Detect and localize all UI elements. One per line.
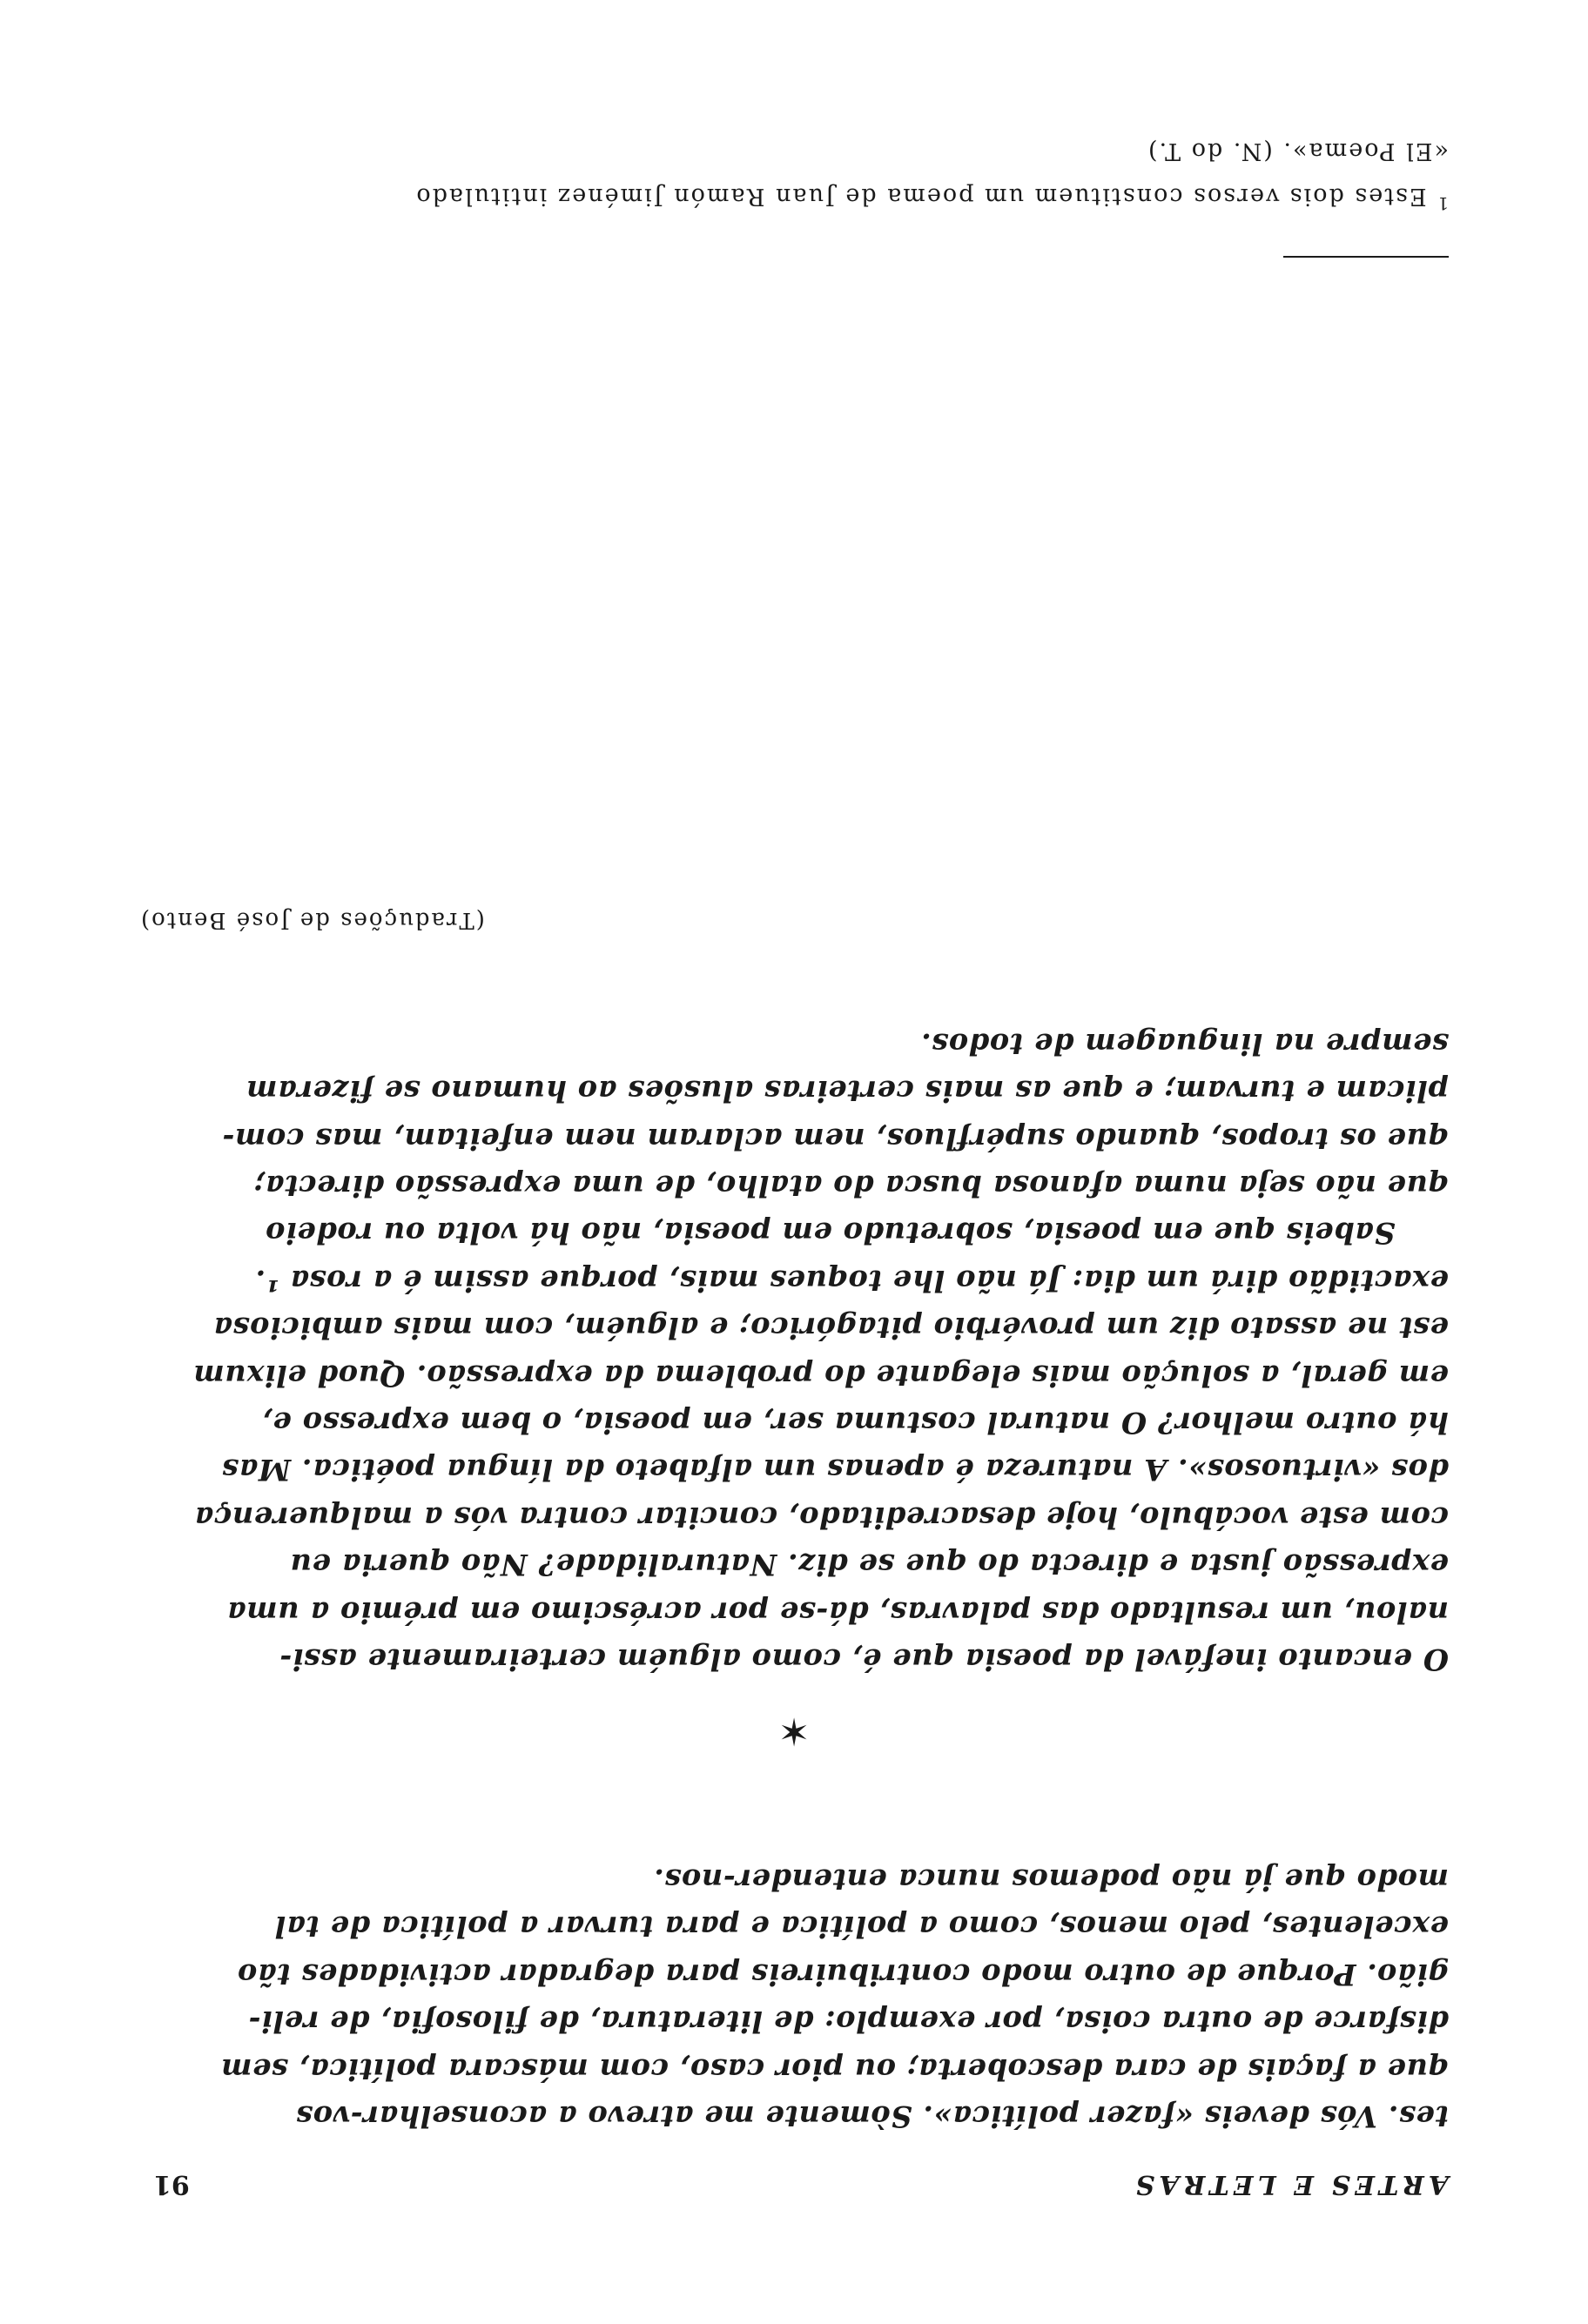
running-head-title: ARTES E LETRAS: [1131, 2169, 1449, 2200]
translator-credit: (Traduções de José Bento): [139, 907, 485, 933]
running-head: [153, 2156, 1449, 2200]
essay-paragraphs: O encanto inefável da poesia que é, como alguém certeiramente assi- nalou, um resultado das palavras, dá-se por acréscimo em prémio a uma expressão justa e directa do que se diz. Naturalidade? Não queria eu com este vocábulo, hoje desacreditado, concitar contra vós a malquerença dos «virtuosos». A natureza é apenas um alfabeto da língua poética. Mas há outro melhor? O natural costuma ser, em poesia, o bem expresso e, em geral, a solução mais elegante do problema da expressão. Quod elixum est ne assato diz um provérbio pitagórico; e alguém, com mais ambiciosa exactidão dirá um dia: Já não lhe toques mais, porque assim é a rosa ¹. Sabeis que em poesia, sobretudo em poesia, não há volta ou rodeio que não seja numa afanosa busca do atalho, de uma expressão directa; que os tropos, quando supérfluos, nem aclaram nem enfeitam, mas com- plicam e turvam; e que as mais certeiras alusões ao humano se fizeram sempre na linguagem de todos.: [192, 1026, 1449, 1676]
footnote: [153, 128, 1449, 226]
opening-paragraph: tes. Vós deveis «fazer política». Sòmente me atrevo a aconselhar-vos que a façais de cara descoberta; ou pior caso, com máscara política, sem disfarce de outra coisa, por exemplo: de literatura, de filosofia, de reli- gião. Porque de outro modo contribuireis para degradar actividades tão excelentes, pelo menos, como a política e para turvar a política de tal modo que já não podemos nunca entender-nos.: [220, 1862, 1449, 2133]
page-number: 91: [153, 2169, 190, 2200]
footnote-divider: [1283, 256, 1449, 258]
section-ornament-icon: ✶: [777, 1709, 811, 1753]
footnote-marker: 1: [1436, 193, 1449, 214]
footnote-text: Estes dois versos constituem um poema de Juan Ramón Jiménez intitulado «El Poema». (N. do T.): [414, 138, 1449, 210]
